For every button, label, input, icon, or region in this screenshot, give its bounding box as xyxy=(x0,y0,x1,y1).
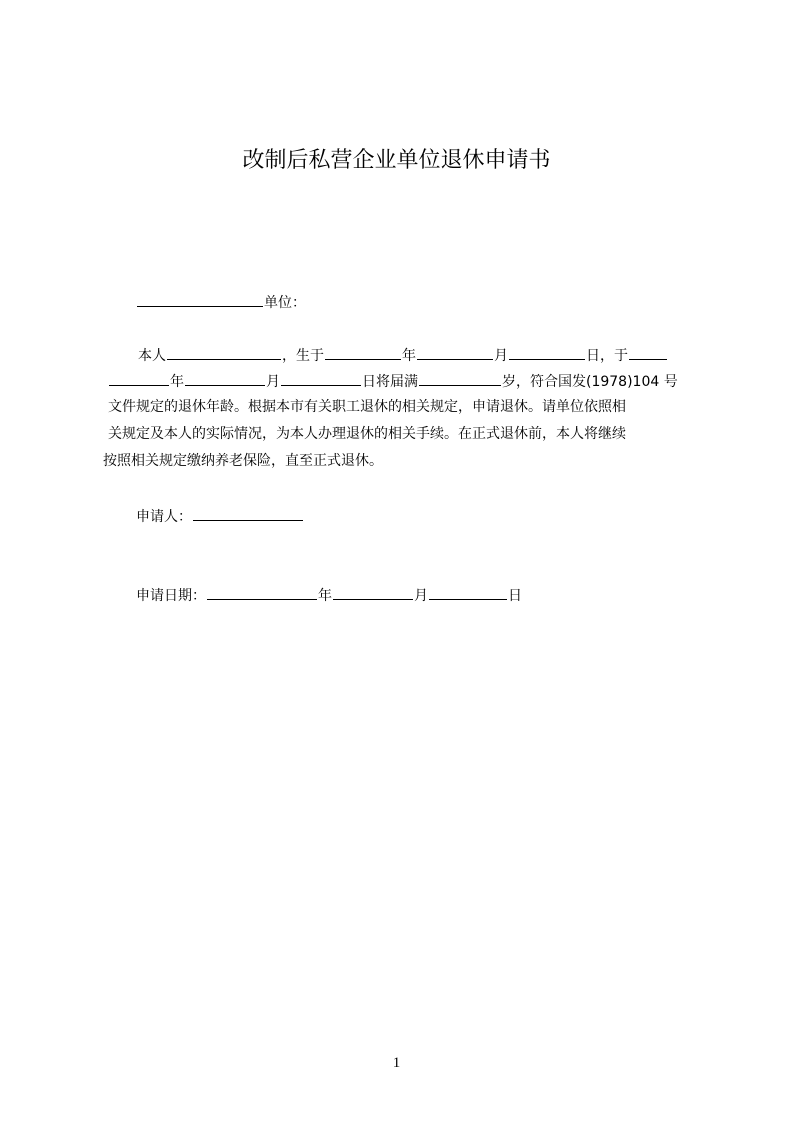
body-text: 月 xyxy=(266,374,280,390)
retire-year-blank-start xyxy=(629,344,667,360)
applicant-line xyxy=(136,505,304,527)
body-text: 日将届满 xyxy=(362,374,418,390)
body-text: 年 xyxy=(402,348,416,364)
body-text: 日，于 xyxy=(586,348,628,364)
retire-month-blank xyxy=(185,370,265,386)
age-blank xyxy=(419,370,501,386)
body-line-2 xyxy=(108,370,678,392)
birth-day-blank xyxy=(509,344,585,360)
body-text: 岁，符合国发(1978)104 号 xyxy=(502,374,678,390)
body-line-4: 关规定及本人的实际情况，为本人办理退休的相关手续。在正式退休前，本人将继续 xyxy=(108,426,626,442)
retire-day-blank xyxy=(281,370,361,386)
applicant-blank xyxy=(193,505,303,521)
date-month-label: 月 xyxy=(414,588,428,604)
application-date-line xyxy=(136,584,522,606)
addressee-line xyxy=(136,291,306,313)
body-line-5: 按照相关规定缴纳养老保险，直至正式退休。 xyxy=(103,453,383,469)
body-line-1 xyxy=(138,344,668,366)
document-title: 改制后私营企业单位退休申请书 xyxy=(242,148,551,173)
body-text: 月 xyxy=(494,348,508,364)
date-year-blank xyxy=(207,584,317,600)
date-month-blank xyxy=(333,584,413,600)
body-line-3: 文件规定的退休年龄。根据本市有关职工退休的相关规定，申请退休。请单位依照相 xyxy=(108,399,626,415)
date-label: 申请日期： xyxy=(136,588,206,604)
date-day-blank xyxy=(429,584,507,600)
page-number: 1 xyxy=(392,1055,401,1071)
body-text: ，生于 xyxy=(282,348,324,364)
addressee-suffix: 单位： xyxy=(264,295,306,311)
birth-year-blank xyxy=(325,344,401,360)
unit-name-blank xyxy=(137,291,263,307)
date-day-label: 日 xyxy=(508,588,522,604)
applicant-label: 申请人： xyxy=(136,509,192,525)
birth-month-blank xyxy=(417,344,493,360)
body-text: 年 xyxy=(170,374,184,390)
retire-year-blank xyxy=(109,370,169,386)
body-text: 本人 xyxy=(138,348,166,364)
date-year-label: 年 xyxy=(318,588,332,604)
name-blank xyxy=(167,344,281,360)
